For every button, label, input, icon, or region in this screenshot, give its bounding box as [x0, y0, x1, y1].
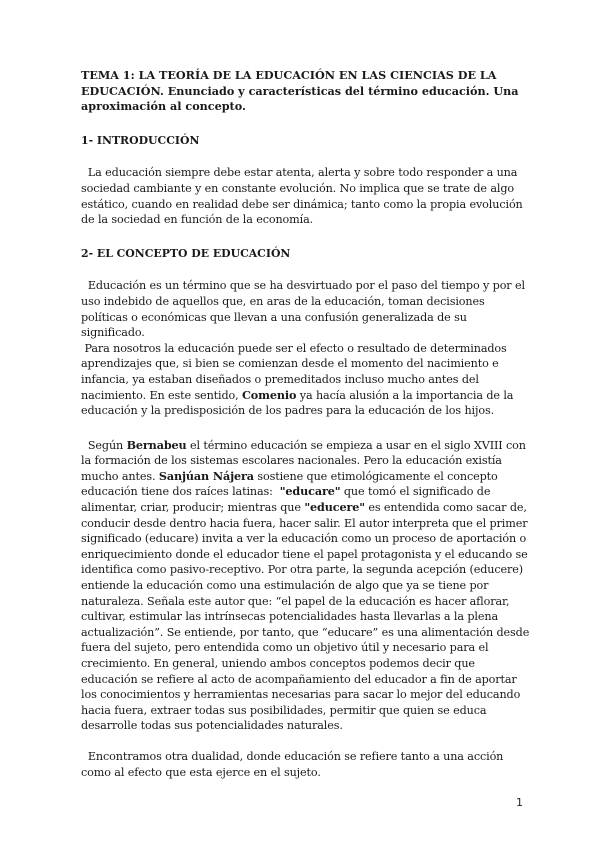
paragraph-concepto-3 [81, 438, 531, 734]
section-heading-introduccion: 1- INTRODUCCIÓN [81, 133, 200, 147]
term-educere: "educere" [304, 500, 365, 515]
author-name-comenio: Comenio [242, 387, 297, 402]
page-content [81, 68, 531, 780]
paragraph-text: Encontramos otra dualidad, donde educación se refiere tanto a una acción como al efecto que esta ejerce en el sujeto. [81, 749, 504, 779]
paragraph-text: sostiene que etimológicamente el concepto educación tiene dos raíces latinas: [81, 469, 498, 499]
paragraph-concepto-4 [81, 749, 531, 780]
paragraph-text: es entendida como sacar de, conducir desde dentro hacia fuera, hacer salir. El autor interpreta que el primer significado (educare) invita a ver la educación como un proceso de aportación o enriquecimiento donde el educador tiene el papel protagonista y el educando se identifica como pasivo-receptivo. Por otra parte, la segunda acepción (educere) entiende la educación como una estimulación de algo que ya se tiene por naturaleza. Señala este autor que: “el papel de la educación es hacer aflorar, cultivar, estimular las intrínsecas potencialidades hasta llevarlas a la plena actualización”. Se entiende, por tanto, que “educare” es una alimentación desde fuera del sujeto, pero entendida como un objetivo útil y necesario para el crecimiento. En general, uniendo ambos conceptos podemos decir que educación se refiere al acto de acompañamiento del educador a fin de aportar los conocimientos y herramientas necesarias para sacar lo mejor del educando hacia fuera, extraer todas sus posibilidades, permitir que quien se educa desarrolle todas sus potencialidades naturales. [81, 501, 530, 733]
paragraph-introduccion [81, 165, 531, 227]
document-title: TEMA 1: LA TEORÍA DE LA EDUCACIÓN EN LAS CIENCIAS DE LA EDUCACIÓN. Enunciado y características del término educación. Una aproximación al concepto. [81, 68, 519, 114]
paragraph-text: Educación es un término que se ha desvirtuado por el paso del tiempo y por el uso indebido de aquellos que, en aras de la educación, toman decisiones políticas o económicas que llevan a una confusión generalizada de su significado. [81, 279, 525, 340]
paragraph-text: Según [87, 438, 124, 452]
term-educare: "educare" [279, 484, 341, 499]
section-heading-concepto: 2- EL CONCEPTO DE EDUCACIÓN [81, 246, 291, 260]
paragraph-concepto-1 [81, 278, 531, 340]
paragraph-text: el término educación se empieza a usar en el siglo XVIII con la formación de los sistemas escolares nacionales. Pero la educación existía mucho antes. [81, 438, 526, 483]
paragraph-text: ya hacía alusión a la importancia de la educación y la predisposición de los padres para la educación de los hijos. [81, 388, 514, 418]
paragraph-text: que tomó el significado de alimentar, criar, producir; mientras que [81, 485, 491, 515]
paragraph-text: Para nosotros la educación puede ser el efecto o resultado de determinados aprendizajes que, si bien se comienzan desde el momento del nacimiento e infancia, ya estaban diseñados o premeditados incluso mucho antes del nacimiento. En este sentido, [81, 341, 507, 402]
author-name-bernabeu: Bernabeu [126, 437, 187, 452]
page-number: 1 [516, 796, 523, 809]
paragraph-text: La educación siempre debe estar atenta, alerta y sobre todo responder a una sociedad cambiante y en constante evolución. No implica que se trate de algo estático, cuando en realidad debe ser dinámica; tanto como la propia evolución de la sociedad en función de la economía. [81, 166, 523, 227]
paragraph-concepto-2 [81, 341, 531, 419]
author-name-sanjuan-najera: Sanjúan Nájera [158, 468, 254, 483]
